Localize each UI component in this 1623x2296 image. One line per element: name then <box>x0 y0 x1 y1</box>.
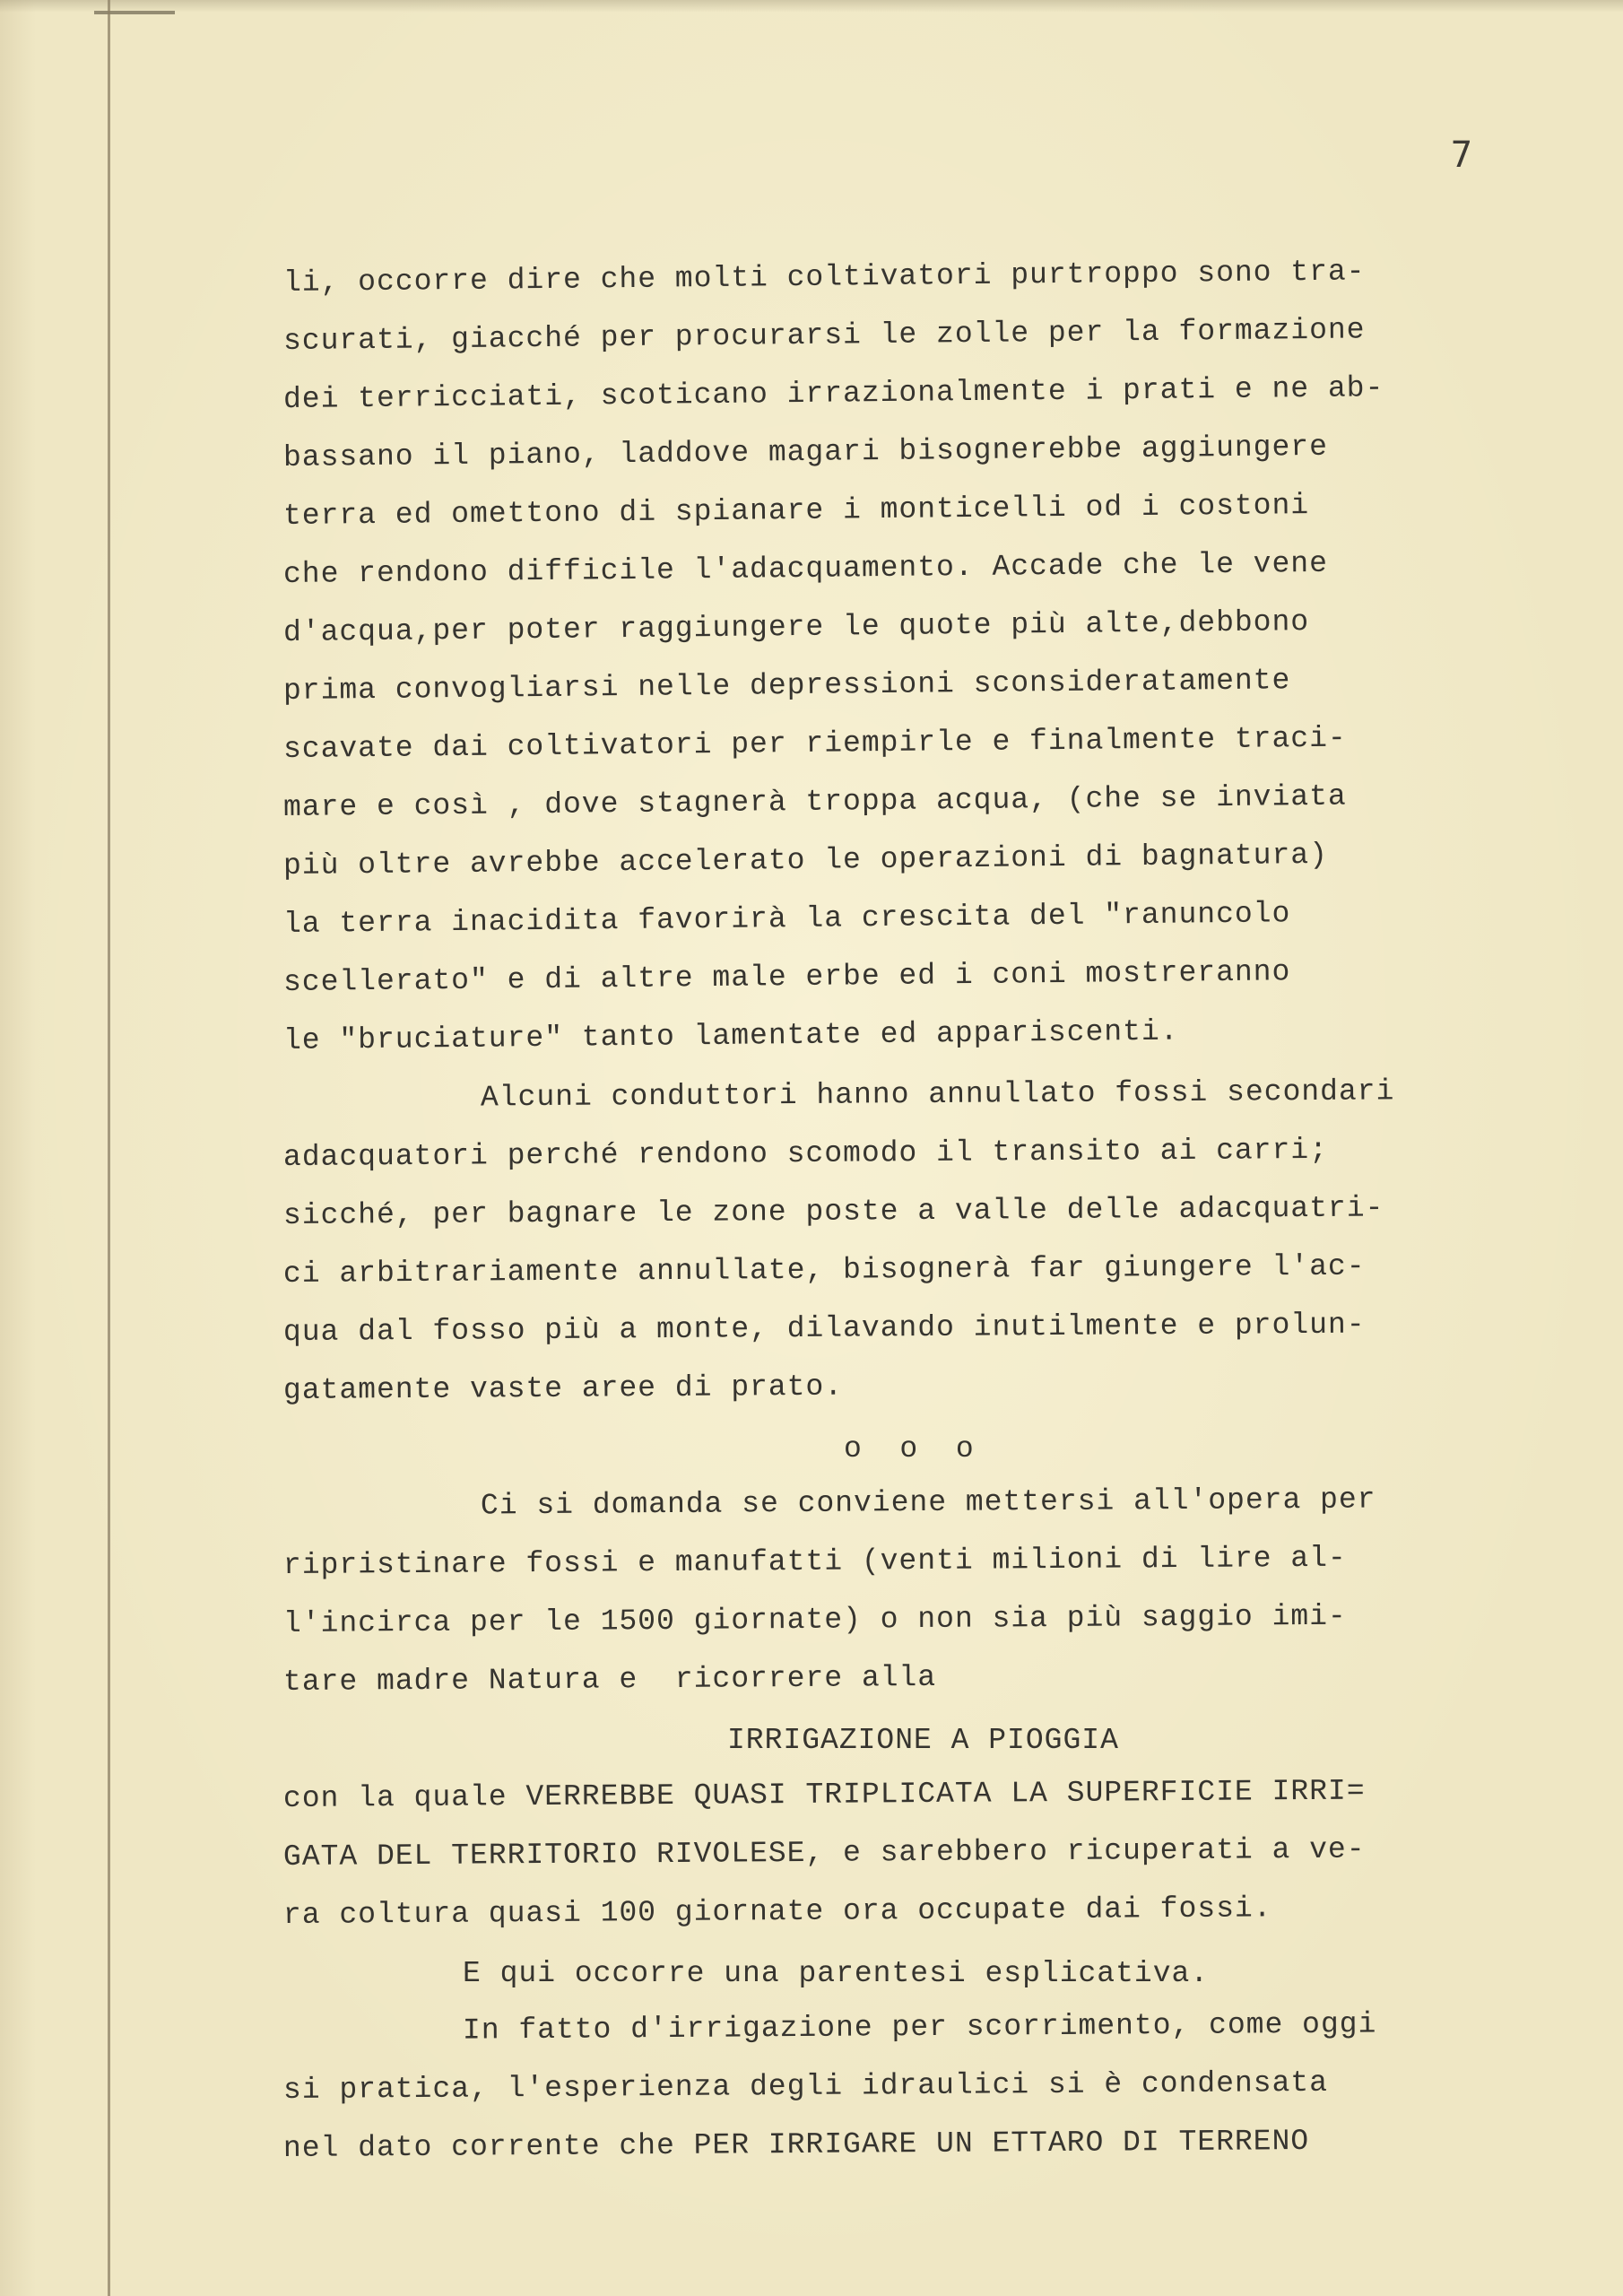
typewritten-text <box>283 254 1503 2178</box>
text-line: ra coltura quasi 100 giornate ora occupate dai fossi. <box>282 1892 1272 1932</box>
text-line: tare madre Natura e ricorrere alla <box>282 1660 937 1699</box>
text-line: adacquatori perché rendono scomodo il transito ai carri; <box>282 1133 1329 1174</box>
section-heading: IRRIGAZIONE A PIOGGIA <box>727 1724 1119 1757</box>
text-line: scellerato" e di altre male erbe ed i coni mostreranno <box>282 955 1291 999</box>
text-line: si pratica, l'esperienza degli idraulici si è condensata <box>282 2066 1329 2107</box>
text-line: qua dal fosso più a monte, dilavando inutilmente e prolun- <box>282 1308 1366 1349</box>
text-line: che rendono difficile l'adacquamento. Accade che le vene <box>282 546 1329 591</box>
binding-edge-line <box>108 0 110 2296</box>
text-line: prima convogliarsi nelle depressioni sconsideratamente <box>282 664 1291 708</box>
text-line: GATA DEL TERRITORIO RIVOLESE, e sarebbero ricuperati a ve- <box>282 1832 1366 1874</box>
section-separator: o o o <box>844 1432 975 1465</box>
binding-corner-mark <box>94 11 175 14</box>
text-line: le "bruciature" tanto lamentate ed appariscenti. <box>282 1014 1179 1057</box>
text-line: con la quale VERREBBE QUASI TRIPLICATA LA SUPERFICIE IRRI= <box>282 1774 1366 1815</box>
text-line: gatamente vaste aree di prato. <box>282 1370 844 1407</box>
text-line: ci arbitrariamente annullate, bisognerà far giungere l'ac- <box>282 1249 1366 1291</box>
text-line: mare e così , dove stagnerà troppa acqua, (che se inviata <box>282 779 1347 824</box>
text-line: bassano il piano, laddove magari bisognerebbe aggiungere <box>282 430 1329 474</box>
text-line: dei terricciati, scoticano irrazionalmente i prati e ne ab- <box>282 371 1384 416</box>
paragraph-start-line: Alcuni conduttori hanno annullato fossi secondari <box>480 1074 1395 1115</box>
text-line: più oltre avrebbe accelerato le operazioni di bagnatura) <box>282 838 1329 883</box>
text-line: scurati, giacché per procurarsi le zolle per la formazione <box>282 313 1366 358</box>
text-line: l'incirca per le 1500 giornate) o non sia più saggio imi- <box>282 1599 1347 1640</box>
text-line: la terra inacidita favorirà la crescita del "ranuncolo <box>282 897 1291 941</box>
paragraph-start-line: In fatto d'irrigazione per scorrimento, come oggi <box>462 2007 1377 2048</box>
paragraph-start-line: E qui occorre una parentesi esplicativa. <box>463 1957 1210 1990</box>
text-line: nel dato corrente che PER IRRIGARE UN ETTARO DI TERRENO <box>282 2125 1310 2165</box>
text-line: terra ed omettono di spianare i monticelli od i costoni <box>282 489 1310 533</box>
page-number: 7 <box>1450 135 1472 176</box>
text-line: ripristinare fossi e manufatti (venti milioni di lire al- <box>282 1541 1347 1582</box>
text-line: li, occorre dire che molti coltivatori purtroppo sono tra- <box>282 255 1366 300</box>
page-top-shadow <box>0 0 1623 13</box>
paragraph-start-line: Ci si domanda se conviene mettersi all'opera per <box>480 1483 1376 1523</box>
text-line: sicché, per bagnare le zone poste a valle delle adacquatri- <box>282 1191 1384 1232</box>
text-line: scavate dai coltivatori per riempirle e finalmente traci- <box>282 721 1347 766</box>
text-line: d'acqua,per poter raggiungere le quote più alte,debbono <box>282 605 1310 649</box>
